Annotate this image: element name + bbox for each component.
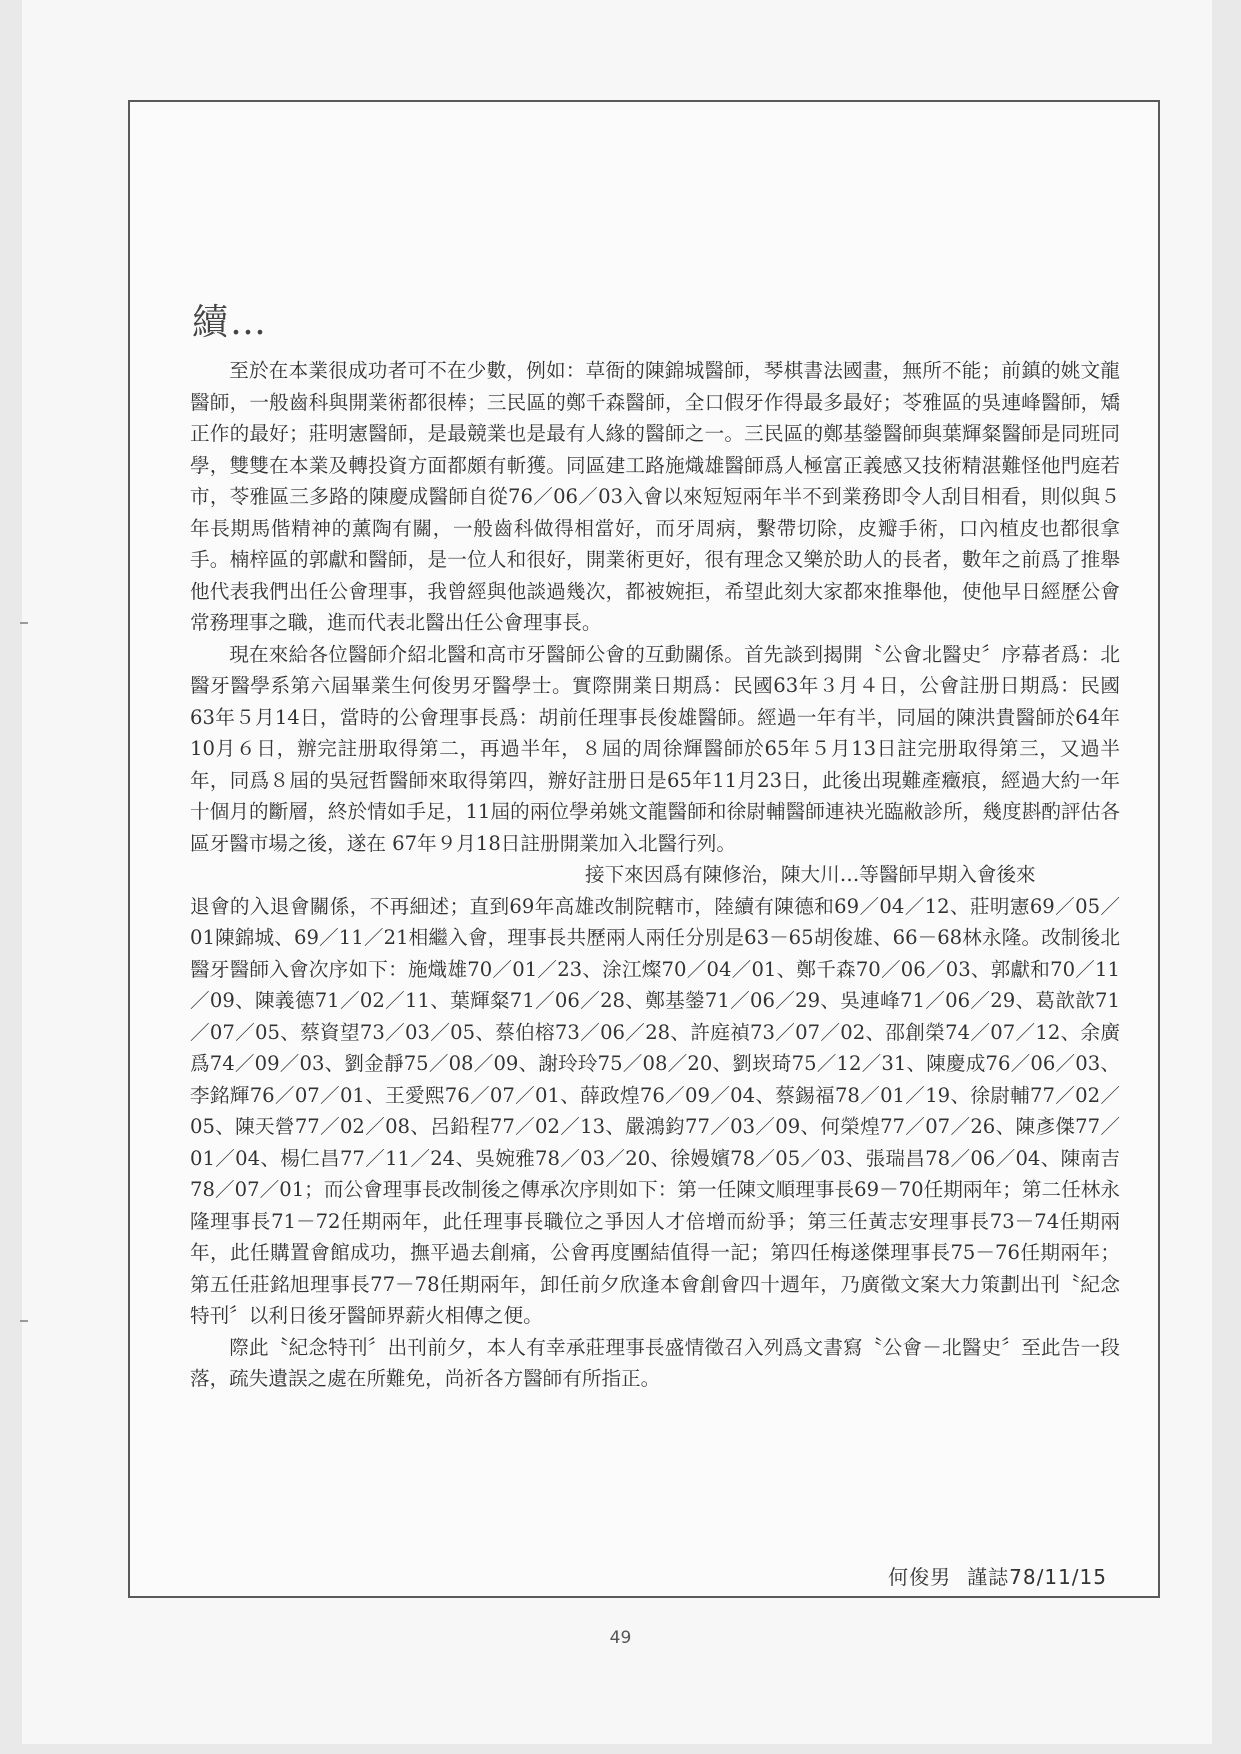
paragraph-3-lead: 接下來因爲有陳修治，陳大川…等醫師早期入會後來 (585, 863, 1036, 886)
signature-note: 謹誌78/11/15 (967, 1565, 1107, 1589)
scan-mark (20, 1320, 28, 1322)
article-body (190, 355, 1120, 1395)
paragraph-3: 退會的入退會關係，不再細述；直到69年高雄改制院轄市，陸續有陳德和69／04／12、莊明憲69／05／01陳錦城、69／11／21相繼入會，理事長共歷兩人兩任分別是63－65胡俊雄、66－68林永隆。改制後北醫牙醫師入會次序如下：施熾雄70／01／23、涂江燦70／04／01、鄭千森70／06／03、郭獻和70／11／09、陳義德71／02／11、葉輝粲71／06／28、鄭基鎣71／06／29、吳連峰71／06／29、葛歆歆71／07／05、蔡資望73／03／05、蔡伯榕73／06／28、許庭禎73／07／02、邵創榮74／07／12、余廣爲74／09／03、劉金靜75／08／09、謝玲玲75／08／20、劉崁琦75／12／31、陳慶成76／06／03、李銘輝76／07／01、王愛熙76／07／01、薛政煌76／09／04、蔡錫福78／01／19、徐尉輔77／02／05、陳天營77／02／08、呂鉛程77／02／13、嚴鴻鈞77／03／09、何榮煌77／07／26、陳彥傑77／01／04、楊仁昌77／11／24、吳婉雅78／03／20、徐嫚嬪78／05／03、張瑞昌78／06／04、陳南吉78／07／01；而公會理事長改制後之傳承次序則如下：第一任陳文順理事長69－70任期兩年；第二任林永隆理事長71－72任期兩年，此任理事長職位之爭因人才倍增而紛爭；第三任黃志安理事長73－74任期兩年，此任購置會館成功，撫平過去創痛，公會再度團結值得一記；第四任梅遂傑理事長75－76任期兩年；第五任莊銘旭理事長77－78任期兩年，卸任前夕欣逢本會創會四十週年，乃廣徵文案大力策劃出刊〝紀念特刊〞以利日後牙醫師界薪火相傳之便。 (190, 894, 1120, 1327)
continued-heading: 續… (192, 302, 269, 343)
signature-author: 何俊男 (888, 1565, 952, 1589)
page-number: 49 (609, 1628, 632, 1648)
signature (872, 1561, 1107, 1590)
scan-mark (20, 622, 28, 624)
paragraph-4: 際此〝紀念特刊〞出刊前夕，本人有幸承莊理事長盛情徵召入列爲文書寫〝公會－北醫史〞至此告一段落，疏失遺誤之處在所難免，尚祈各方醫師有所指正。 (190, 1335, 1120, 1390)
paragraph-2: 現在來給各位醫師介紹北醫和高市牙醫師公會的互動關係。首先談到揭開〝公會北醫史〞序幕者爲：北醫牙醫學系第六屆畢業生何俊男牙醫學士。實際開業日期爲：民國63年３月４日，公會註册日期爲：民國63年５月14日，當時的公會理事長爲：胡前任理事長俊雄醫師。經過一年有半，同屆的陳洪貴醫師於64年10月６日，辦完註册取得第二，再過半年，８屆的周徐輝醫師於65年５月13日註完册取得第三，又過半年，同爲８屆的吳冠哲醫師來取得第四，辦好註册日是65年11月23日，此後出現難產癥痕，經過大約一年十個月的斷層，終於情如手足，11屆的兩位學弟姚文龍醫師和徐尉輔醫師連袂光臨敝診所，幾度斟酌評估各區牙醫市場之後，遂在 67年９月18日註册開業加入北醫行列。 (190, 642, 1120, 855)
paragraph-1: 至於在本業很成功者可不在少數，例如：草衙的陳錦城醫師，琴棋書法國畫，無所不能；前鎮的姚文龍醫師，一般齒科與開業術都很棒；三民區的鄭千森醫師，全口假牙作得最多最好；苓雅區的吳連峰醫師，矯正作的最好；莊明憲醫師，是最競業也是最有人緣的醫師之一。三民區的鄭基鎣醫師與葉輝粲醫師是同班同學，雙雙在本業及轉投資方面都頗有斬獲。同區建工路施熾雄醫師爲人極富正義感又技術精湛難怪他門庭若市，苓雅區三多路的陳慶成醫師自從76／06／03入會以來短短兩年半不到業務即令人刮目相看，則似與５年長期馬偕精神的薰陶有關，一般齒科做得相當好，而牙周病，繫帶切除，皮瓣手術，口內植皮也都很拿手。楠梓區的郭獻和醫師，是一位人和很好，開業術更好，很有理念又樂於助人的長者，數年之前爲了推舉他代表我們出任公會理事，我曾經與他談過幾次，都被婉拒，希望此刻大家都來推舉他，使他早日經歷公會常務理事之職，進而代表北醫出任公會理事長。 (190, 359, 1120, 634)
